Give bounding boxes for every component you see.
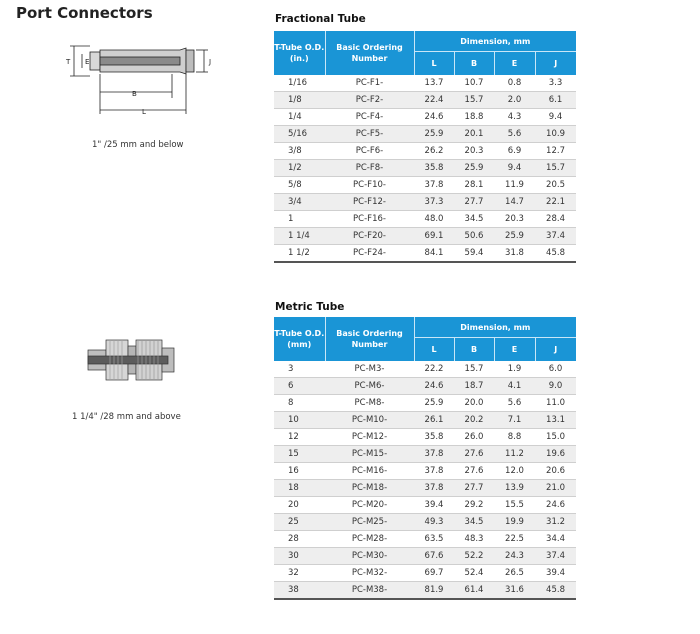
cell-ordering-number: PC-F1-	[325, 75, 414, 92]
cell-e: 22.5	[494, 531, 535, 548]
cell-l: 69.1	[414, 228, 454, 245]
col-header-j: J	[535, 338, 576, 362]
cell-j: 11.0	[535, 395, 576, 412]
cell-e: 6.9	[494, 143, 535, 160]
cell-b: 20.3	[454, 143, 494, 160]
cell-l: 84.1	[414, 245, 454, 263]
cell-l: 13.7	[414, 75, 454, 92]
cell-e: 9.4	[494, 160, 535, 177]
cell-b: 20.1	[454, 126, 494, 143]
col-header-l: L	[414, 52, 454, 76]
table-row	[274, 160, 576, 177]
cell-b: 28.1	[454, 177, 494, 194]
cell-j: 15.0	[535, 429, 576, 446]
cell-b: 20.0	[454, 395, 494, 412]
col-header-l: L	[414, 338, 454, 362]
dim-label-j: J	[209, 58, 212, 66]
cell-j: 20.6	[535, 463, 576, 480]
cell-j: 3.3	[535, 75, 576, 92]
cell-j: 24.6	[535, 497, 576, 514]
cell-l: 67.6	[414, 548, 454, 565]
cell-od: 1/8	[274, 92, 325, 109]
cell-l: 37.3	[414, 194, 454, 211]
cell-j: 22.1	[535, 194, 576, 211]
cell-ordering-number: PC-F2-	[325, 92, 414, 109]
cell-ordering-number: PC-M16-	[325, 463, 414, 480]
cell-l: 69.7	[414, 565, 454, 582]
small-diagram-caption: 1" /25 mm and below	[92, 140, 184, 150]
table-row	[274, 497, 576, 514]
cell-ordering-number: PC-F16-	[325, 211, 414, 228]
cell-ordering-number: PC-M38-	[325, 582, 414, 600]
table-row	[274, 463, 576, 480]
cell-e: 15.5	[494, 497, 535, 514]
col-header-od: T-Tube O.D. (mm)	[274, 317, 325, 361]
cell-l: 26.2	[414, 143, 454, 160]
cell-ordering-number: PC-M32-	[325, 565, 414, 582]
connector-photo-drawing	[80, 334, 184, 388]
cell-l: 22.2	[414, 361, 454, 378]
cell-e: 5.6	[494, 395, 535, 412]
cell-ordering-number: PC-F20-	[325, 228, 414, 245]
cell-od: 30	[274, 548, 325, 565]
cell-ordering-number: PC-F12-	[325, 194, 414, 211]
cell-b: 50.6	[454, 228, 494, 245]
cell-l: 25.9	[414, 126, 454, 143]
cell-od: 25	[274, 514, 325, 531]
table-row	[274, 480, 576, 497]
cell-b: 27.7	[454, 480, 494, 497]
cell-od: 38	[274, 582, 325, 600]
cell-e: 20.3	[494, 211, 535, 228]
cell-od: 28	[274, 531, 325, 548]
cell-j: 39.4	[535, 565, 576, 582]
cell-e: 8.8	[494, 429, 535, 446]
cell-l: 24.6	[414, 109, 454, 126]
cell-l: 22.4	[414, 92, 454, 109]
cell-od: 1/2	[274, 160, 325, 177]
cell-b: 34.5	[454, 211, 494, 228]
cell-ordering-number: PC-M30-	[325, 548, 414, 565]
cell-b: 52.4	[454, 565, 494, 582]
table-row	[274, 361, 576, 378]
table-row	[274, 582, 576, 600]
col-header-od: T-Tube O.D. (in.)	[274, 31, 325, 75]
cell-e: 7.1	[494, 412, 535, 429]
cell-j: 34.4	[535, 531, 576, 548]
cell-b: 26.0	[454, 429, 494, 446]
cell-l: 26.1	[414, 412, 454, 429]
table-row	[274, 194, 576, 211]
table-row	[274, 548, 576, 565]
cell-b: 59.4	[454, 245, 494, 263]
fractional-tube-table	[274, 31, 576, 263]
cell-ordering-number: PC-M8-	[325, 395, 414, 412]
metric-tube-table	[274, 317, 576, 600]
cell-ordering-number: PC-M28-	[325, 531, 414, 548]
cell-ordering-number: PC-F4-	[325, 109, 414, 126]
cell-b: 20.2	[454, 412, 494, 429]
cell-e: 12.0	[494, 463, 535, 480]
col-header-dimension: Dimension, mm	[414, 317, 576, 338]
col-header-e: E	[494, 338, 535, 362]
cell-j: 20.5	[535, 177, 576, 194]
cell-l: 37.8	[414, 177, 454, 194]
cell-ordering-number: PC-F5-	[325, 126, 414, 143]
cell-l: 37.8	[414, 446, 454, 463]
cell-e: 26.5	[494, 565, 535, 582]
cell-e: 0.8	[494, 75, 535, 92]
cell-b: 18.8	[454, 109, 494, 126]
cell-j: 10.9	[535, 126, 576, 143]
cell-j: 9.0	[535, 378, 576, 395]
cell-l: 35.8	[414, 160, 454, 177]
cell-ordering-number: PC-M18-	[325, 480, 414, 497]
dim-label-e: E	[85, 58, 90, 66]
cell-od: 10	[274, 412, 325, 429]
cell-j: 15.7	[535, 160, 576, 177]
cell-b: 27.6	[454, 463, 494, 480]
cell-e: 14.7	[494, 194, 535, 211]
cell-j: 6.0	[535, 361, 576, 378]
cell-b: 48.3	[454, 531, 494, 548]
cell-ordering-number: PC-M6-	[325, 378, 414, 395]
col-header-j: J	[535, 52, 576, 76]
cell-e: 19.9	[494, 514, 535, 531]
cell-od: 3/4	[274, 194, 325, 211]
cell-j: 9.4	[535, 109, 576, 126]
table-row	[274, 565, 576, 582]
cell-b: 18.7	[454, 378, 494, 395]
table-row	[274, 446, 576, 463]
col-header-b: B	[454, 338, 494, 362]
cell-b: 15.7	[454, 92, 494, 109]
cell-ordering-number: PC-F8-	[325, 160, 414, 177]
cell-l: 37.8	[414, 480, 454, 497]
cell-l: 24.6	[414, 378, 454, 395]
connector-dimension-drawing	[62, 36, 222, 120]
table-row	[274, 514, 576, 531]
cell-b: 29.2	[454, 497, 494, 514]
dim-label-b: B	[132, 90, 137, 98]
cell-e: 4.1	[494, 378, 535, 395]
cell-l: 35.8	[414, 429, 454, 446]
cell-b: 61.4	[454, 582, 494, 600]
cell-j: 31.2	[535, 514, 576, 531]
cell-b: 27.7	[454, 194, 494, 211]
cell-j: 19.6	[535, 446, 576, 463]
cell-e: 11.9	[494, 177, 535, 194]
table-row	[274, 412, 576, 429]
cell-b: 34.5	[454, 514, 494, 531]
cell-j: 45.8	[535, 582, 576, 600]
cell-od: 1 1/2	[274, 245, 325, 263]
cell-od: 8	[274, 395, 325, 412]
cell-j: 37.4	[535, 228, 576, 245]
cell-od: 16	[274, 463, 325, 480]
cell-j: 37.4	[535, 548, 576, 565]
cell-j: 13.1	[535, 412, 576, 429]
cell-ordering-number: PC-M25-	[325, 514, 414, 531]
cell-od: 5/8	[274, 177, 325, 194]
fractional-tube-title: Fractional Tube	[275, 13, 366, 25]
cell-od: 1/4	[274, 109, 325, 126]
dim-label-t: T	[66, 58, 71, 66]
cell-b: 10.7	[454, 75, 494, 92]
table-row	[274, 143, 576, 160]
cell-od: 1 1/4	[274, 228, 325, 245]
table-row	[274, 531, 576, 548]
cell-od: 32	[274, 565, 325, 582]
cell-b: 25.9	[454, 160, 494, 177]
cell-j: 21.0	[535, 480, 576, 497]
cell-b: 52.2	[454, 548, 494, 565]
cell-ordering-number: PC-M10-	[325, 412, 414, 429]
cell-od: 3/8	[274, 143, 325, 160]
table-row	[274, 211, 576, 228]
cell-ordering-number: PC-F6-	[325, 143, 414, 160]
table-row	[274, 75, 576, 92]
table-row	[274, 177, 576, 194]
table-row	[274, 228, 576, 245]
cell-e: 31.6	[494, 582, 535, 600]
cell-e: 25.9	[494, 228, 535, 245]
cell-od: 15	[274, 446, 325, 463]
cell-j: 45.8	[535, 245, 576, 263]
cell-od: 12	[274, 429, 325, 446]
metric-tube-title: Metric Tube	[275, 301, 345, 313]
cell-od: 1	[274, 211, 325, 228]
col-header-b: B	[454, 52, 494, 76]
cell-e: 13.9	[494, 480, 535, 497]
cell-ordering-number: PC-M3-	[325, 361, 414, 378]
cell-e: 24.3	[494, 548, 535, 565]
cell-od: 6	[274, 378, 325, 395]
dim-label-l: L	[142, 108, 146, 116]
cell-b: 15.7	[454, 361, 494, 378]
page-title: Port Connectors	[16, 4, 153, 22]
cell-l: 49.3	[414, 514, 454, 531]
cell-l: 39.4	[414, 497, 454, 514]
cell-j: 6.1	[535, 92, 576, 109]
cell-l: 63.5	[414, 531, 454, 548]
table-row	[274, 429, 576, 446]
cell-e: 31.8	[494, 245, 535, 263]
col-header-e: E	[494, 52, 535, 76]
cell-b: 27.6	[454, 446, 494, 463]
cell-l: 37.8	[414, 463, 454, 480]
cell-j: 12.7	[535, 143, 576, 160]
cell-l: 81.9	[414, 582, 454, 600]
large-diagram-caption: 1 1/4" /28 mm and above	[72, 412, 181, 422]
col-header-ordering: Basic Ordering Number	[325, 31, 414, 75]
cell-od: 5/16	[274, 126, 325, 143]
cell-ordering-number: PC-M20-	[325, 497, 414, 514]
cell-e: 11.2	[494, 446, 535, 463]
cell-e: 2.0	[494, 92, 535, 109]
table-row	[274, 109, 576, 126]
table-row	[274, 126, 576, 143]
table-row	[274, 245, 576, 263]
cell-od: 20	[274, 497, 325, 514]
col-header-dimension: Dimension, mm	[414, 31, 576, 52]
cell-od: 1/16	[274, 75, 325, 92]
cell-od: 3	[274, 361, 325, 378]
cell-ordering-number: PC-M15-	[325, 446, 414, 463]
cell-ordering-number: PC-F10-	[325, 177, 414, 194]
cell-l: 48.0	[414, 211, 454, 228]
table-row	[274, 395, 576, 412]
cell-e: 5.6	[494, 126, 535, 143]
col-header-ordering: Basic Ordering Number	[325, 317, 414, 361]
cell-e: 1.9	[494, 361, 535, 378]
cell-j: 28.4	[535, 211, 576, 228]
table-row	[274, 92, 576, 109]
cell-e: 4.3	[494, 109, 535, 126]
cell-od: 18	[274, 480, 325, 497]
cell-ordering-number: PC-M12-	[325, 429, 414, 446]
table-row	[274, 378, 576, 395]
cell-ordering-number: PC-F24-	[325, 245, 414, 263]
cell-l: 25.9	[414, 395, 454, 412]
